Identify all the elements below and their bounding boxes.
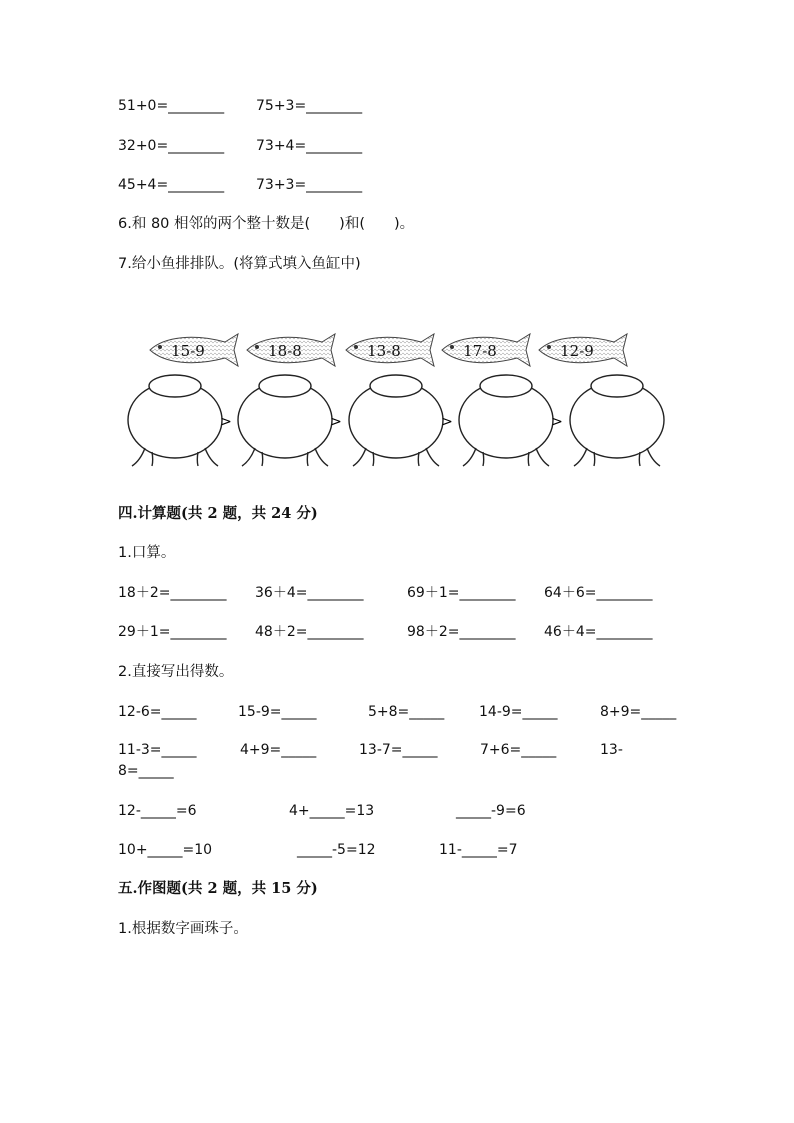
section-5-heading: 五.作图题(共 2 题，共 15 分) [118,880,318,897]
section-4-heading: 四.计算题(共 2 题，共 24 分) [118,505,318,522]
question-6: 6.和 80 相邻的两个整十数是( )和( )。 [118,216,415,232]
direct-1-1: 12-6=_____ [118,704,197,720]
question-7: 7.给小鱼排排队。(将算式填入鱼缸中) [118,256,361,272]
oral-1-1: 18＋2=________ [118,585,227,601]
arith-3-1: 45+4=________ [118,177,225,193]
section-5-q1: 1.根据数字画珠子。 [118,921,248,937]
fish-4 [442,334,530,366]
direct-1-3: 5+8=_____ [368,704,445,720]
fill-1-1: 12-_____=6 [118,803,197,819]
oral-2-1: 29＋1=________ [118,624,227,640]
direct-2-3: 13-7=_____ [359,742,438,758]
direct-1-4: 14-9=_____ [479,704,558,720]
oral-1-4: 64＋6=________ [544,585,653,601]
gt-sign-2: > [330,414,342,430]
fish-tank-5[interactable] [570,375,664,466]
arith-1-2: 75+3=________ [256,98,363,114]
arith-1-1: 51+0=________ [118,98,225,114]
fish-1 [150,334,238,366]
fish-5 [539,334,627,366]
fish-tank-3[interactable] [349,375,443,466]
svg-text:15-9: 15-9 [171,342,205,360]
direct-2-5: 13- [600,742,623,758]
arith-2-1: 32+0=________ [118,138,225,154]
oral-2-4: 46＋4=________ [544,624,653,640]
gt-sign-1: > [220,414,232,430]
oral-1-3: 69＋1=________ [407,585,516,601]
direct-1-5: 8+9=_____ [600,704,677,720]
svg-text:12-9: 12-9 [560,342,594,360]
fill-1-3: _____-9=6 [456,803,526,819]
fill-1-2: 4+_____=13 [289,803,375,819]
fish-tank-figure [110,320,670,470]
direct-2-2: 4+9=_____ [240,742,317,758]
oral-2-2: 48＋2=________ [255,624,364,640]
fish-tank-4[interactable] [459,375,553,466]
gt-sign-4: > [551,414,563,430]
oral-2-3: 98＋2=________ [407,624,516,640]
direct-2-4: 7+6=_____ [480,742,557,758]
section-4-q1: 1.口算。 [118,545,176,561]
svg-text:13-8: 13-8 [367,342,401,360]
section-4-q2: 2.直接写出得数。 [118,664,234,680]
svg-text:17-8: 17-8 [463,342,497,360]
fill-2-1: 10+_____=10 [118,842,213,858]
fish-tank-1[interactable] [128,375,222,466]
fish-3 [346,334,434,366]
svg-text:18-8: 18-8 [268,342,302,360]
direct-2-5-wrap: 8=_____ [118,763,174,779]
direct-1-2: 15-9=_____ [238,704,317,720]
oral-1-2: 36＋4=________ [255,585,364,601]
fish-tank-2[interactable] [238,375,332,466]
fill-2-3: 11-_____=7 [439,842,518,858]
arith-3-2: 73+3=________ [256,177,363,193]
arith-2-2: 73+4=________ [256,138,363,154]
fill-2-2: _____-5=12 [297,842,376,858]
fish-2 [247,334,335,366]
gt-sign-3: > [441,414,453,430]
direct-2-1: 11-3=_____ [118,742,197,758]
